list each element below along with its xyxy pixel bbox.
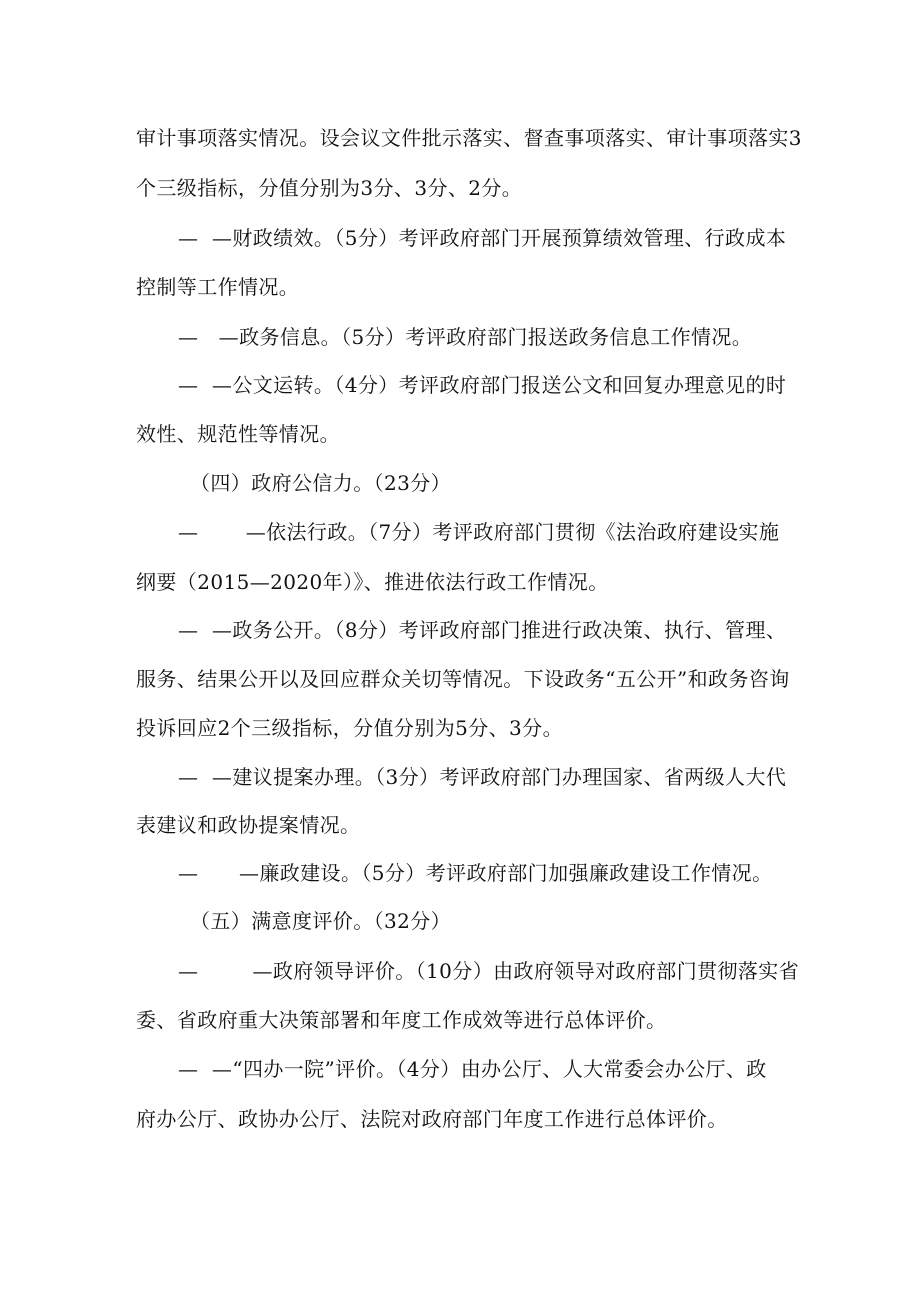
paragraph-line: — —政务公开。（8分）考评政府部门推进行政决策、执行、管理、	[178, 618, 787, 642]
paragraph-line: 投诉回应2个三级指标，分值分别为5分、3分。	[136, 716, 563, 740]
paragraph-line: — —“四办一院”评价。（4分）由办公厅、人大常委会办公厅、政	[178, 1057, 767, 1081]
paragraph-line: 表建议和政协提案情况。	[136, 813, 361, 837]
paragraph-line: — —公文运转。（4分）考评政府部门报送公文和回复办理意见的时	[178, 373, 787, 397]
paragraph-line: — —政府领导评价。（10分）由政府领导对政府部门贯彻落实省	[178, 959, 800, 983]
paragraph-line: 效性、规范性等情况。	[136, 422, 340, 446]
paragraph-line: — —廉政建设。（5分）考评政府部门加强廉政建设工作情况。	[178, 861, 773, 885]
paragraph-line: — —建议提案办理。（3分）考评政府部门办理国家、省两级人大代	[178, 765, 787, 789]
paragraph-line: 审计事项落实情况。设会议文件批示落实、督查事项落实、审计事项落实3	[136, 126, 802, 150]
section-heading: （五）满意度评价。（32分）	[190, 909, 452, 933]
section-heading: （四）政府公信力。（23分）	[190, 471, 452, 495]
paragraph-line: — —财政绩效。（5分）考评政府部门开展预算绩效管理、行政成本	[178, 226, 787, 250]
paragraph-line: 个三级指标，分值分别为3分、3分、2分。	[136, 176, 523, 200]
paragraph-line: — —依法行政。（7分）考评政府部门贯彻《法治政府建设实施	[178, 520, 780, 544]
paragraph-line: — —政务信息。（5分）考评政府部门报送政务信息工作情况。	[178, 325, 753, 349]
paragraph-line: 纲要（2015—2020年）》、推进依法行政工作情况。	[136, 570, 609, 594]
paragraph-line: 府办公厅、政协办公厅、法院对政府部门年度工作进行总体评价。	[136, 1107, 728, 1131]
paragraph-line: 服务、结果公开以及回应群众关切等情况。下设政务“五公开”和政务咨询	[136, 667, 790, 691]
paragraph-line: 控制等工作情况。	[136, 275, 300, 299]
paragraph-line: 委、省政府重大决策部署和年度工作成效等进行总体评价。	[136, 1008, 667, 1032]
